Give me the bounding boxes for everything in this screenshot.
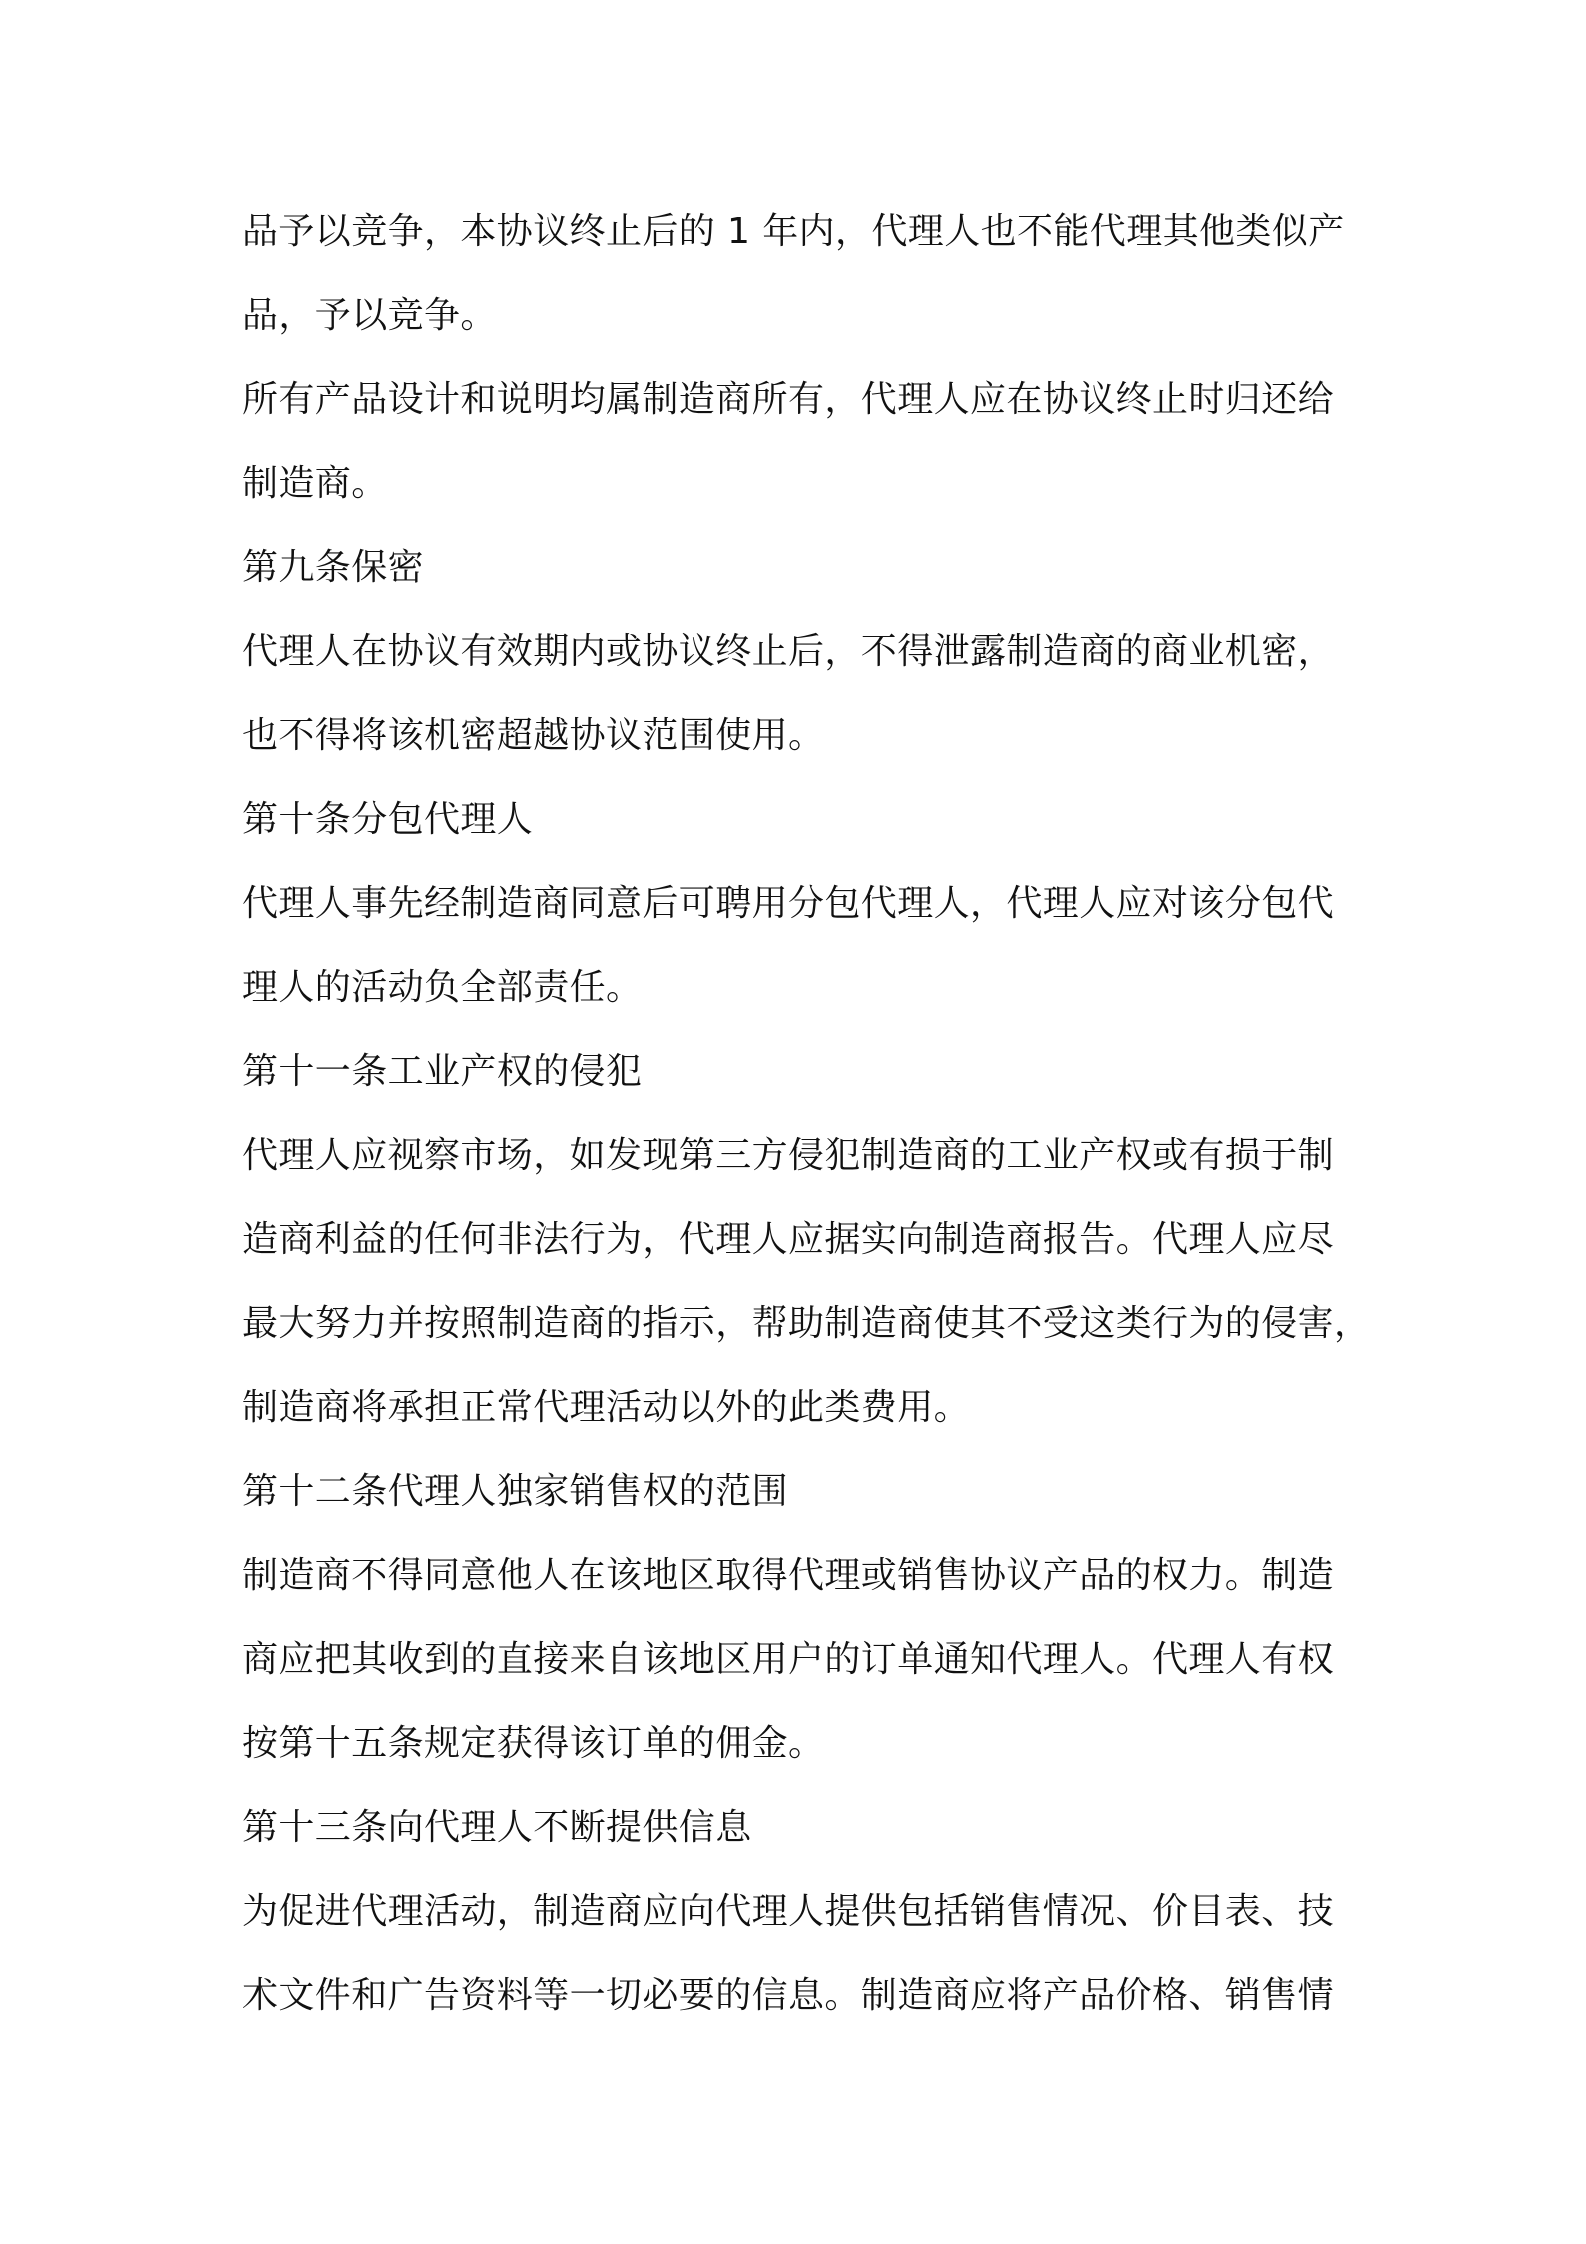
article-heading: 第九条保密 <box>242 547 425 588</box>
text-line: 理人的活动负全部责任。 <box>242 967 643 1008</box>
text-line: 品，予以竞争。 <box>242 295 497 336</box>
text-line: 代理人事先经制造商同意后可聘用分包代理人，代理人应对该分包代 <box>242 883 1335 924</box>
text-line: 按第十五条规定获得该订单的佣金。 <box>242 1723 825 1764</box>
text-line: 造商利益的任何非法行为，代理人应据实向制造商报告。代理人应尽 <box>242 1219 1335 1260</box>
article-heading: 第十三条向代理人不断提供信息 <box>242 1807 752 1848</box>
text-line: 制造商。 <box>242 463 388 504</box>
text-line: 也不得将该机密超越协议范围使用。 <box>242 715 825 756</box>
text-line: 最大努力并按照制造商的指示，帮助制造商使其不受这类行为的侵害， <box>242 1303 1371 1344</box>
text-line: 制造商将承担正常代理活动以外的此类费用。 <box>242 1387 971 1428</box>
document-body <box>242 190 1382 2038</box>
text-line: 制造商不得同意他人在该地区取得代理或销售协议产品的权力。制造 <box>242 1555 1335 1596</box>
text-line: 术文件和广告资料等一切必要的信息。制造商应将产品价格、销售情 <box>242 1975 1335 2016</box>
text-line: 所有产品设计和说明均属制造商所有，代理人应在协议终止时归还给 <box>242 379 1335 420</box>
article-heading: 第十二条代理人独家销售权的范围 <box>242 1471 789 1512</box>
text-line: 商应把其收到的直接来自该地区用户的订单通知代理人。代理人有权 <box>242 1639 1335 1680</box>
text-line: 为促进代理活动，制造商应向代理人提供包括销售情况、价目表、技 <box>242 1891 1335 1932</box>
article-heading: 第十条分包代理人 <box>242 799 534 840</box>
text-line: 代理人在协议有效期内或协议终止后，不得泄露制造商的商业机密， <box>242 631 1335 672</box>
article-heading: 第十一条工业产权的侵犯 <box>242 1051 643 1092</box>
text-line: 品予以竞争，本协议终止后的 1 年内，代理人也不能代理其他类似产 <box>242 211 1345 252</box>
text-line: 代理人应视察市场，如发现第三方侵犯制造商的工业产权或有损于制 <box>242 1135 1335 1176</box>
